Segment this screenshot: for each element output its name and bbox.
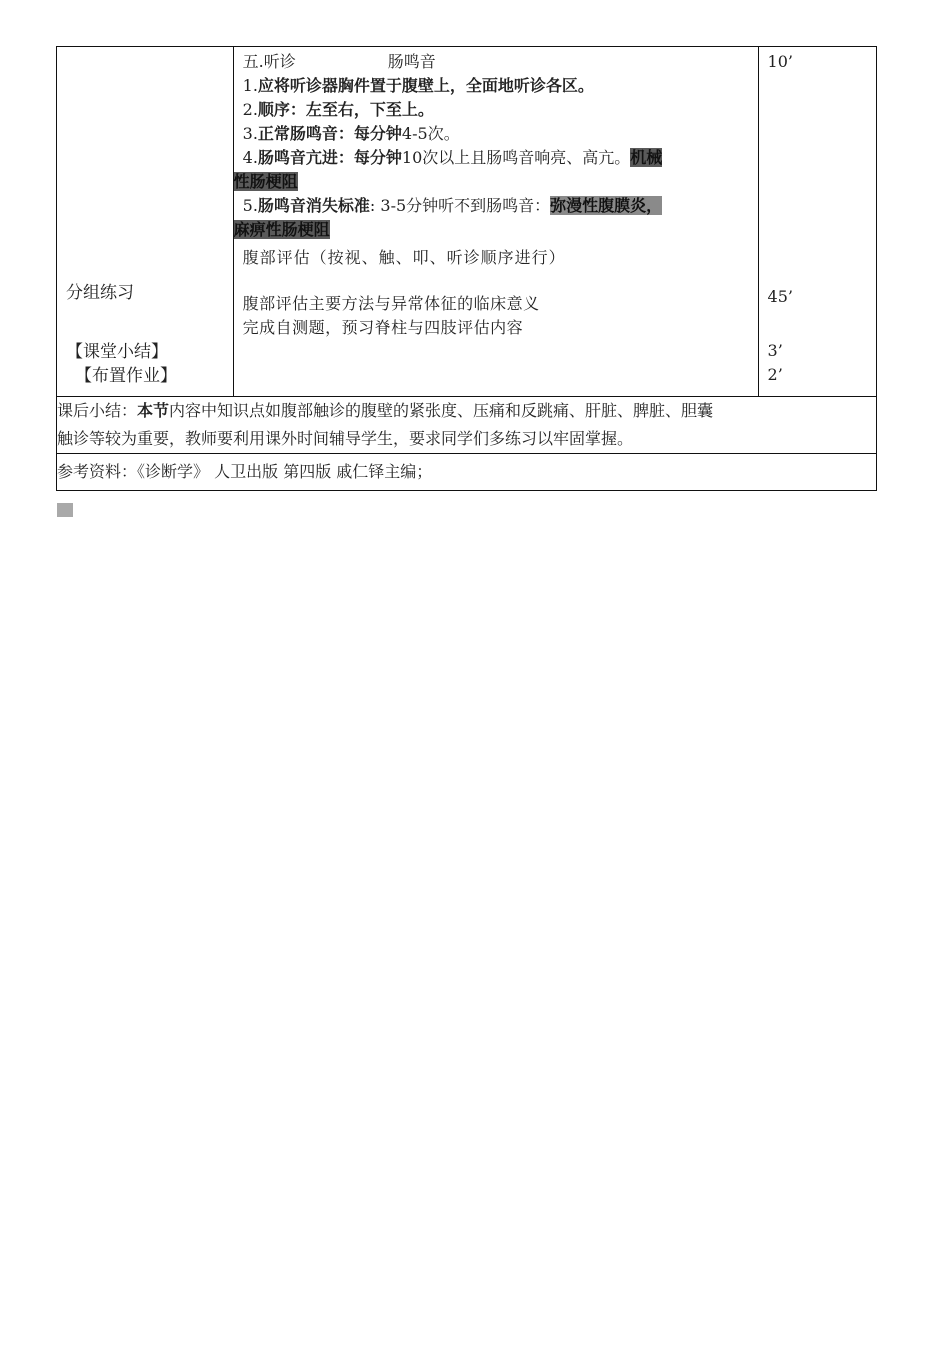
after-class-text: 内容中知识点如腹部触诊的腹壁的紧张度、压痛和反跳痛、肝脏、脾脏、胆囊 xyxy=(169,401,714,420)
reference-label: 参考资料： xyxy=(57,462,138,481)
class-summary-label: 【课堂小结】 xyxy=(66,342,168,362)
heading-section: 五.听诊 xyxy=(242,52,296,71)
item-number: 2. xyxy=(242,100,258,119)
heading-topic: 肠鸣音 xyxy=(387,52,436,71)
time-cell xyxy=(758,47,876,397)
item-bold-text: 肠鸣音亢进：每分钟 xyxy=(257,148,402,167)
list-item-1 xyxy=(234,74,758,98)
auscultation-time: 10’ xyxy=(767,52,793,71)
group-practice-label: 分组练习 xyxy=(66,283,134,303)
auscultation-heading xyxy=(234,50,758,74)
after-class-label: 课后小结： xyxy=(57,401,138,420)
lesson-plan-table xyxy=(56,46,877,491)
highlighted-text: 性肠梗阻 xyxy=(233,172,298,191)
after-class-summary-row xyxy=(57,397,877,454)
item-number: 1. xyxy=(242,76,258,95)
after-class-summary xyxy=(57,397,877,454)
item-text: 应将听诊器胸件置于腹壁上，全面地听诊各区。 xyxy=(257,76,594,95)
item-text: : 3-5分钟听不到肠鸣音： xyxy=(369,196,551,215)
list-item-5-continued xyxy=(234,218,758,242)
practice-time: 45’ xyxy=(767,287,793,306)
list-item-5 xyxy=(234,194,758,218)
after-class-text-line2: 触诊等较为重要，教师要利用课外时间辅导学生，要求同学们多练习以牢固掌握。 xyxy=(57,429,634,448)
left-label-cell xyxy=(57,47,234,397)
teaching-content-row xyxy=(57,47,877,397)
list-item-4-continued xyxy=(234,170,758,194)
reference-text: 《诊断学》 人卫出版 第四版 戚仁铎主编； xyxy=(137,462,433,481)
item-number: 5. xyxy=(242,196,258,215)
homework-time: 2’ xyxy=(767,365,783,384)
list-item-3 xyxy=(234,122,758,146)
summary-text: 腹部评估主要方法与异常体征的临床意义 xyxy=(242,294,540,313)
content-cell xyxy=(233,47,758,397)
item-number: 4. xyxy=(242,148,258,167)
homework-text: 完成自测题，预习脊柱与四肢评估内容 xyxy=(242,318,524,337)
reference xyxy=(57,454,877,491)
homework-label: 【布置作业】 xyxy=(75,366,177,386)
summary-time: 3’ xyxy=(767,341,783,360)
item-text: 4-5次。 xyxy=(401,124,460,143)
list-item-2 xyxy=(234,98,758,122)
item-bold-text: 肠鸣音消失标准 xyxy=(257,196,370,215)
list-item-4 xyxy=(234,146,758,170)
highlighted-text: 机械 xyxy=(630,148,663,167)
highlighted-text: 麻痹性肠梗阻 xyxy=(233,220,330,239)
highlighted-text: 弥漫性腹膜炎， xyxy=(550,196,663,215)
group-practice-text: 腹部评估（按视、触、叩、听诊顺序进行） xyxy=(242,248,566,267)
after-class-bold: 本节 xyxy=(137,401,170,420)
item-text: 顺序：左至右，下至上。 xyxy=(257,100,434,119)
reference-row xyxy=(57,454,877,491)
item-number: 3. xyxy=(242,124,258,143)
item-text: 10次以上且肠鸣音响亮、高亢。 xyxy=(401,148,631,167)
item-bold-text: 正常肠鸣音：每分钟 xyxy=(257,124,402,143)
paragraph-marker xyxy=(57,503,73,517)
